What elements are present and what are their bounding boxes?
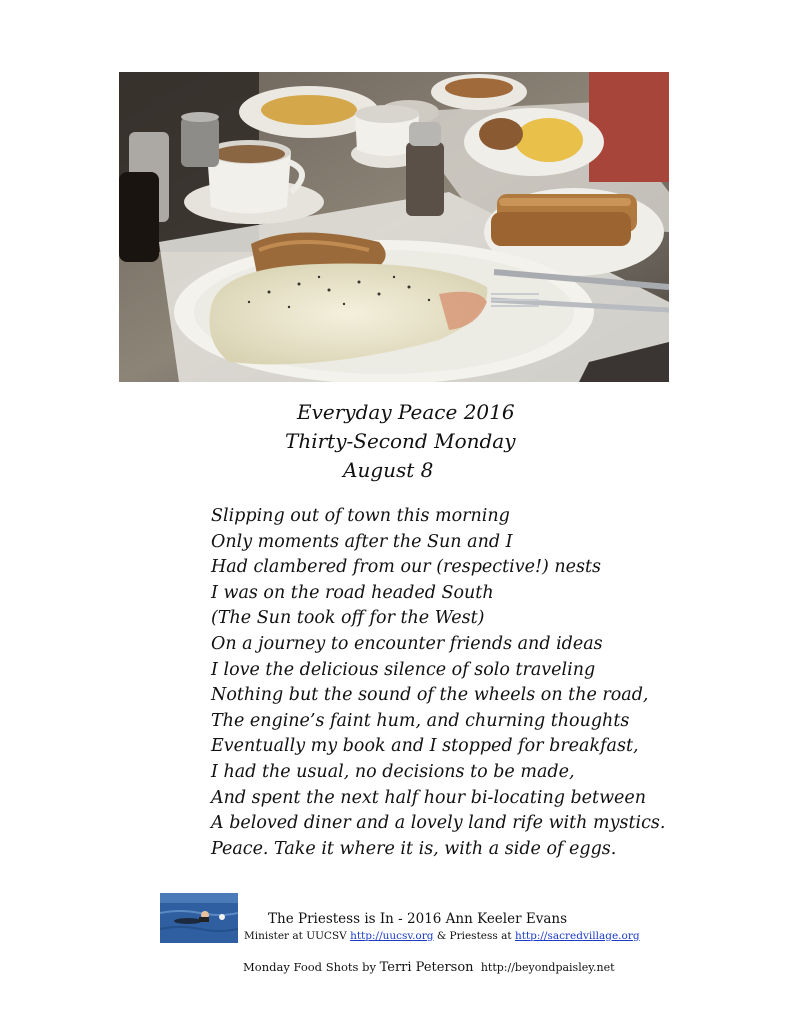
poem-line: And spent the next half hour bi-locating between (211, 787, 647, 808)
poem-line: (The Sun took off for the West) (211, 608, 485, 629)
priestess-prefix: & Priestess at (433, 930, 515, 942)
poem-body (211, 504, 665, 862)
uucsv-link[interactable]: http://uucsv.org (350, 930, 434, 942)
poem-line: Peace. Take it where it is, with a side of eggs. (211, 838, 617, 859)
photographer-url: http://beyondpaisley.net (480, 961, 615, 974)
poem-title: Everyday Peace 2016 (297, 400, 515, 424)
photographer-name: Terri Peterson (379, 960, 474, 975)
poem-line: A beloved diner and a lovely land rife with mystics. (211, 813, 666, 834)
swimmer-thumbnail (160, 893, 238, 943)
food-shots-credit (243, 960, 615, 975)
footer-credits (244, 930, 640, 942)
poem-line: Only moments after the Sun and I (211, 531, 513, 552)
minister-prefix: Minister at UUCSV (244, 930, 351, 942)
poem-line: Nothing but the sound of the wheels on the road, (211, 685, 649, 706)
poem-line: Slipping out of town this morning (211, 506, 510, 526)
poem-date: August 8 (343, 458, 434, 482)
poem-line: On a journey to encounter friends and ideas (211, 633, 603, 654)
poem-line: I love the delicious silence of solo traveling (211, 659, 596, 680)
poem-line: Had clambered from our (respective!) nests (211, 557, 602, 578)
poem-line: Eventually my book and I stopped for breakfast, (211, 736, 639, 757)
swimmer-thumbnail-illustration (160, 893, 238, 943)
poem-line: The engine’s faint hum, and churning thoughts (211, 710, 630, 731)
breakfast-photo-illustration (119, 72, 669, 382)
poem-line: I was on the road headed South (211, 582, 494, 603)
breakfast-photo (119, 72, 669, 382)
footer-title: The Priestess is In - 2016 Ann Keeler Evans (268, 911, 568, 927)
sacredvillage-link[interactable]: http://sacredvillage.org (514, 930, 640, 942)
poem-line: I had the usual, no decisions to be made, (211, 761, 575, 782)
poem-subtitle: Thirty-Second Monday (285, 429, 516, 453)
food-shots-prefix: Monday Food Shots by (243, 960, 380, 974)
